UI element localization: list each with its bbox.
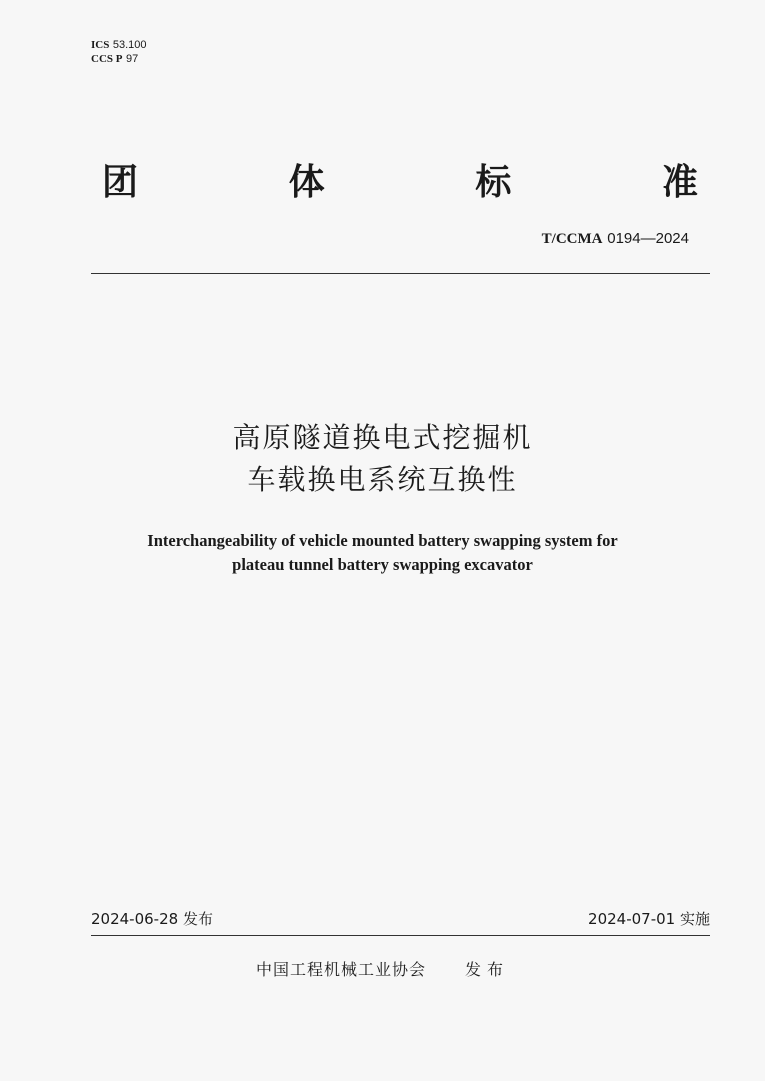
standard-type-char: 准 [661, 162, 698, 203]
standard-type-char: 体 [288, 162, 325, 203]
publish-date: 2024-06-28 发布 [91, 910, 213, 928]
chinese-title-line-1: 高原隧道换电式挖掘机 [232, 421, 533, 454]
ccs-value: 97 [125, 53, 139, 65]
top-divider [91, 273, 710, 274]
classification-codes [91, 38, 147, 66]
ics-label: ICS [91, 39, 110, 51]
standard-number-prefix: T/CCMA [541, 231, 603, 247]
standard-number [542, 229, 689, 248]
standard-type-char: 团 [102, 162, 139, 203]
english-title [0, 529, 765, 577]
ics-value: 53.100 [112, 39, 147, 51]
chinese-title [0, 417, 765, 501]
standard-type-heading [102, 154, 698, 205]
chinese-title-line-2: 车载换电系统互换性 [247, 463, 518, 496]
standard-number-value: 0194—2024 [607, 230, 689, 247]
english-title-line-2: plateau tunnel battery swapping excavator [232, 555, 533, 574]
standard-type-char: 标 [475, 162, 512, 203]
english-title-line-1: Interchangeability of vehicle mounted battery swapping system for [147, 531, 618, 550]
publisher-line [0, 959, 765, 981]
ccs-code [91, 52, 147, 66]
implementation-date: 2024-07-01 实施 [588, 910, 710, 928]
ccs-label: CCS P [91, 53, 123, 65]
bottom-divider [91, 935, 710, 936]
publisher-action: 发布 [465, 960, 510, 979]
date-row [91, 909, 710, 929]
publisher-organization: 中国工程机械工业协会 [255, 960, 426, 979]
ics-code [91, 38, 147, 52]
